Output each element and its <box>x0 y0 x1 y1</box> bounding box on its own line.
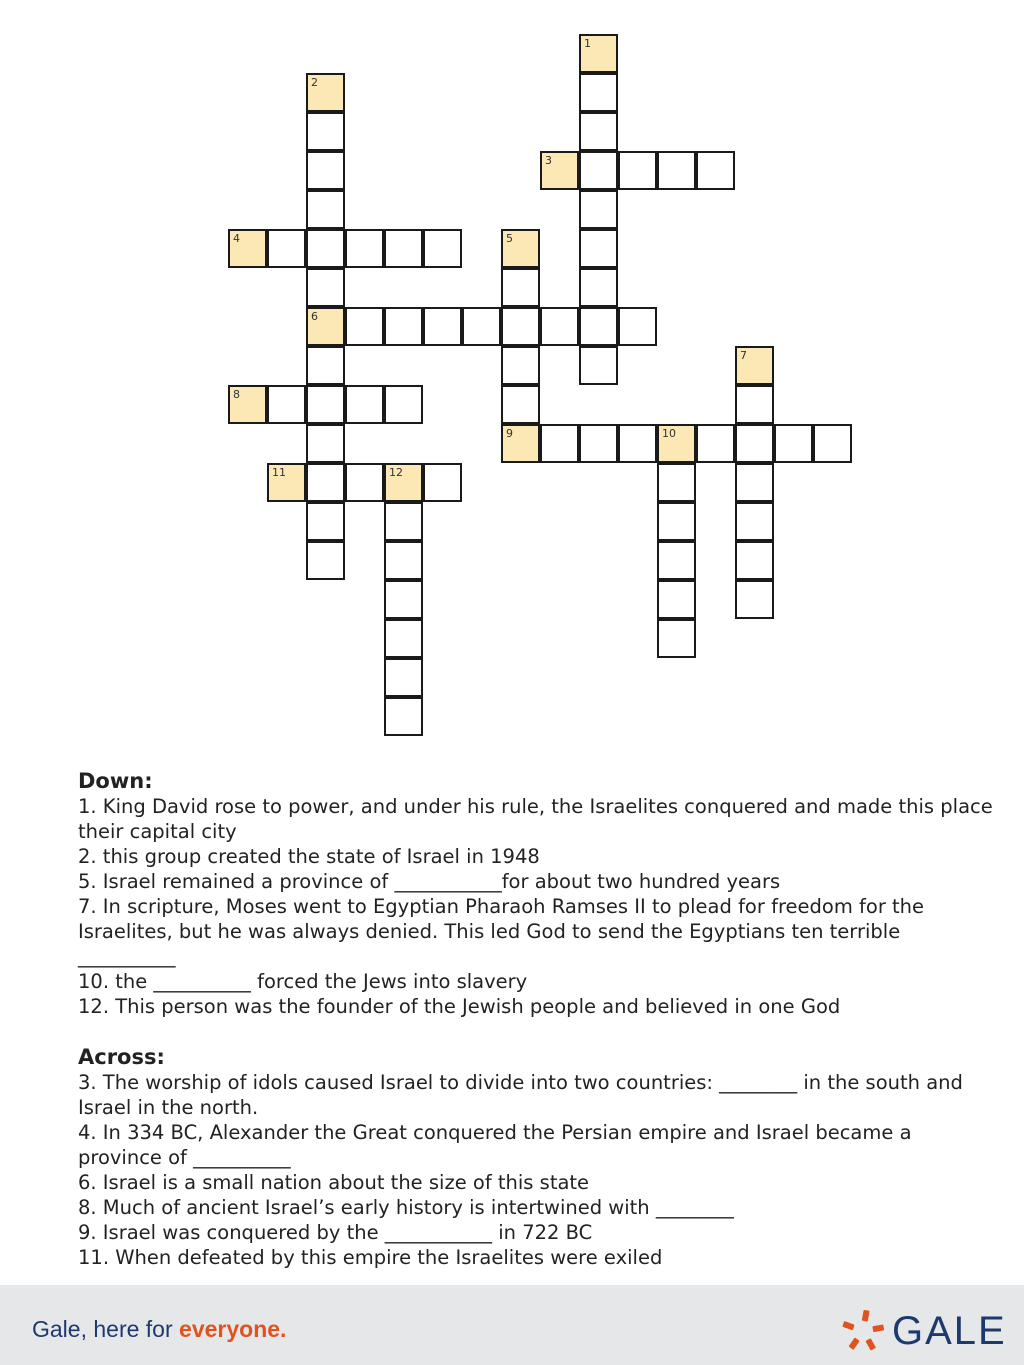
grid-cell[interactable] <box>579 346 618 385</box>
across-clue: 11. When defeated by this empire the Israelites were exiled <box>78 1246 663 1269</box>
grid-cell[interactable] <box>462 307 501 346</box>
grid-cell[interactable] <box>345 229 384 268</box>
grid-cell[interactable] <box>618 151 657 190</box>
gale-logo <box>840 1308 1007 1354</box>
grid-cell[interactable] <box>501 385 540 424</box>
grid-cell[interactable] <box>579 190 618 229</box>
grid-cell[interactable] <box>306 541 345 580</box>
grid-cell[interactable] <box>306 190 345 229</box>
grid-cell[interactable] <box>306 502 345 541</box>
grid-cell[interactable] <box>657 619 696 658</box>
clue-number: 8 <box>233 388 240 401</box>
grid-cell[interactable] <box>306 73 345 112</box>
grid-cell[interactable] <box>540 424 579 463</box>
grid-cell[interactable] <box>228 385 267 424</box>
grid-cell[interactable] <box>501 268 540 307</box>
grid-cell[interactable] <box>306 385 345 424</box>
grid-cell[interactable] <box>384 619 423 658</box>
grid-cell[interactable] <box>384 541 423 580</box>
down-clue: 10. the __________ forced the Jews into slavery <box>78 970 528 993</box>
grid-cell[interactable] <box>501 346 540 385</box>
down-clue: 1. King David rose to power, and under his rule, the Israelites conquered and made this place their capital city <box>78 795 993 843</box>
grid-cell[interactable] <box>267 463 306 502</box>
grid-cell[interactable] <box>579 151 618 190</box>
down-clue: 7. In scripture, Moses went to Egyptian Pharaoh Ramses II to plead for freedom for the Israelites, but he was always denied. This led God to send the Egyptians ten terrible __________ <box>78 895 925 968</box>
clue-number: 2 <box>311 76 318 89</box>
gale-burst-icon <box>840 1308 886 1354</box>
grid-cell[interactable] <box>735 346 774 385</box>
grid-cell[interactable] <box>657 151 696 190</box>
grid-cell[interactable] <box>735 580 774 619</box>
across-clue: 4. In 334 BC, Alexander the Great conquered the Persian empire and Israel became a province of __________ <box>78 1121 912 1169</box>
down-clue-list <box>78 794 998 1019</box>
grid-cell[interactable] <box>579 73 618 112</box>
across-heading: Across: <box>78 1045 165 1069</box>
grid-cell[interactable] <box>384 307 423 346</box>
grid-cell[interactable] <box>657 580 696 619</box>
across-clue: 3. The worship of idols caused Israel to divide into two countries: ________ in the south and Israel in the north. <box>78 1071 963 1119</box>
grid-cell[interactable] <box>384 463 423 502</box>
footer-tagline <box>32 1316 286 1343</box>
grid-cell[interactable] <box>306 112 345 151</box>
across-clue: 6. Israel is a small nation about the size of this state <box>78 1171 590 1194</box>
grid-cell[interactable] <box>579 268 618 307</box>
grid-cell[interactable] <box>735 502 774 541</box>
grid-cell[interactable] <box>735 424 774 463</box>
grid-cell[interactable] <box>657 541 696 580</box>
grid-cell[interactable] <box>579 424 618 463</box>
grid-cell[interactable] <box>618 424 657 463</box>
clue-number: 4 <box>233 232 240 245</box>
clue-number: 3 <box>545 154 552 167</box>
across-clue: 8. Much of ancient Israel’s early history is intertwined with ________ <box>78 1196 734 1219</box>
grid-cell[interactable] <box>306 307 345 346</box>
grid-cell[interactable] <box>813 424 852 463</box>
down-heading: Down: <box>78 769 153 793</box>
grid-cell[interactable] <box>774 424 813 463</box>
grid-cell[interactable] <box>306 268 345 307</box>
grid-cell[interactable] <box>696 424 735 463</box>
grid-cell[interactable] <box>306 229 345 268</box>
grid-cell[interactable] <box>735 463 774 502</box>
clue-number: 11 <box>272 466 286 479</box>
grid-cell[interactable] <box>540 307 579 346</box>
grid-cell[interactable] <box>306 463 345 502</box>
down-clue: 5. Israel remained a province of ___________for about two hundred years <box>78 870 781 893</box>
clues-section <box>78 768 998 1270</box>
grid-cell[interactable] <box>267 385 306 424</box>
grid-cell[interactable] <box>306 424 345 463</box>
across-clue-list <box>78 1070 998 1270</box>
grid-cell[interactable] <box>384 697 423 736</box>
grid-cell[interactable] <box>618 307 657 346</box>
grid-cell[interactable] <box>501 229 540 268</box>
clue-number: 1 <box>584 37 591 50</box>
grid-cell[interactable] <box>657 502 696 541</box>
grid-cell[interactable] <box>501 307 540 346</box>
tagline-highlight: everyone. <box>179 1316 287 1342</box>
grid-cell[interactable] <box>384 385 423 424</box>
grid-cell[interactable] <box>657 424 696 463</box>
down-clue: 2. this group created the state of Israel in 1948 <box>78 845 540 868</box>
down-clue: 12. This person was the founder of the Jewish people and believed in one God <box>78 995 841 1018</box>
grid-cell[interactable] <box>579 112 618 151</box>
clue-number: 5 <box>506 232 513 245</box>
grid-cell[interactable] <box>735 541 774 580</box>
tagline-prefix: Gale, here for <box>32 1316 180 1342</box>
grid-cell[interactable] <box>696 151 735 190</box>
grid-cell[interactable] <box>423 307 462 346</box>
grid-cell[interactable] <box>267 229 306 268</box>
gale-logo-text: GALE <box>892 1308 1007 1353</box>
clue-number: 6 <box>311 310 318 323</box>
clue-number: 10 <box>662 427 676 440</box>
across-clue: 9. Israel was conquered by the ___________ in 722 BC <box>78 1221 593 1244</box>
grid-cell[interactable] <box>735 385 774 424</box>
grid-cell[interactable] <box>423 463 462 502</box>
grid-cell[interactable] <box>501 424 540 463</box>
grid-cell[interactable] <box>384 502 423 541</box>
clue-number: 7 <box>740 349 747 362</box>
grid-cell[interactable] <box>540 151 579 190</box>
grid-cell[interactable] <box>579 229 618 268</box>
grid-cell[interactable] <box>423 229 462 268</box>
grid-cell[interactable] <box>384 658 423 697</box>
grid-cell[interactable] <box>228 229 267 268</box>
grid-cell[interactable] <box>384 580 423 619</box>
grid-cell[interactable] <box>345 307 384 346</box>
grid-cell[interactable] <box>579 34 618 73</box>
grid-cell[interactable] <box>306 151 345 190</box>
grid-cell[interactable] <box>384 229 423 268</box>
grid-cell[interactable] <box>306 346 345 385</box>
clue-number: 12 <box>389 466 403 479</box>
grid-cell[interactable] <box>657 463 696 502</box>
clue-number: 9 <box>506 427 513 440</box>
grid-cell[interactable] <box>579 307 618 346</box>
grid-cell[interactable] <box>345 385 384 424</box>
grid-cell[interactable] <box>345 463 384 502</box>
